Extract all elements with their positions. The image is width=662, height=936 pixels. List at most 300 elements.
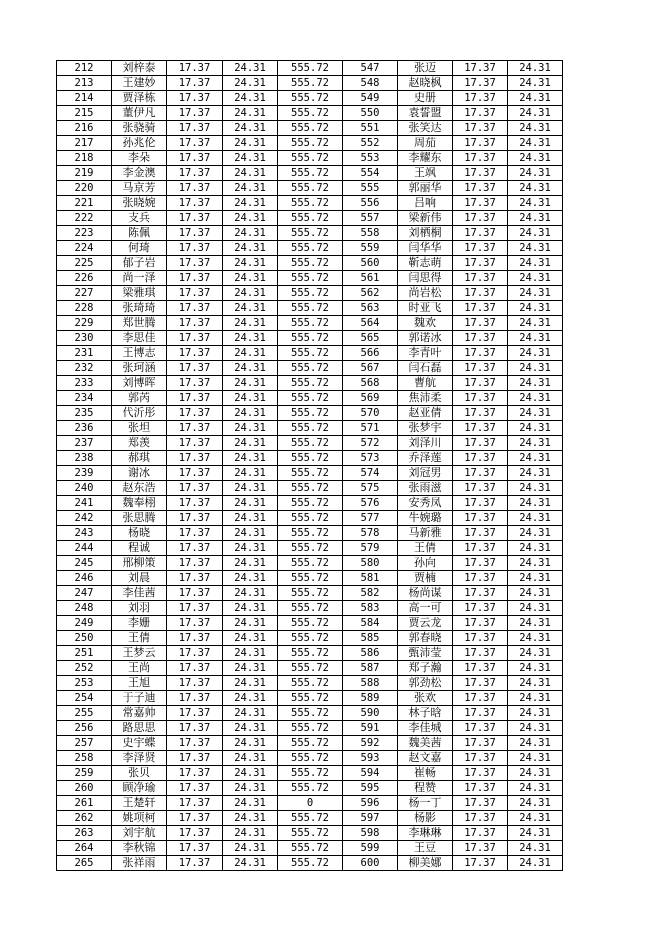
value-a-cell[interactable]: 17.37 xyxy=(453,136,508,151)
total-cell[interactable]: 555.72 xyxy=(278,811,343,826)
value-b-cell[interactable]: 24.31 xyxy=(223,136,278,151)
name-cell[interactable]: 尚岩松 xyxy=(398,286,453,301)
name-cell[interactable]: 刘泽川 xyxy=(398,436,453,451)
name-cell[interactable]: 孙向 xyxy=(398,556,453,571)
value-b-cell[interactable]: 24.31 xyxy=(223,736,278,751)
value-b-cell[interactable]: 24.31 xyxy=(508,421,563,436)
value-a-cell[interactable]: 17.37 xyxy=(167,301,223,316)
index-cell[interactable]: 220 xyxy=(57,181,112,196)
value-b-cell[interactable]: 24.31 xyxy=(508,391,563,406)
index-cell[interactable]: 565 xyxy=(343,331,398,346)
index-cell[interactable]: 570 xyxy=(343,406,398,421)
index-cell[interactable]: 256 xyxy=(57,721,112,736)
value-b-cell[interactable]: 24.31 xyxy=(223,466,278,481)
value-b-cell[interactable]: 24.31 xyxy=(223,61,278,76)
index-cell[interactable]: 263 xyxy=(57,826,112,841)
value-b-cell[interactable]: 24.31 xyxy=(508,196,563,211)
index-cell[interactable]: 228 xyxy=(57,301,112,316)
index-cell[interactable]: 265 xyxy=(57,856,112,871)
name-cell[interactable]: 李琳琳 xyxy=(398,826,453,841)
value-b-cell[interactable]: 24.31 xyxy=(223,661,278,676)
value-b-cell[interactable]: 24.31 xyxy=(223,586,278,601)
index-cell[interactable]: 551 xyxy=(343,121,398,136)
index-cell[interactable]: 230 xyxy=(57,331,112,346)
name-cell[interactable]: 董伊凡 xyxy=(112,106,167,121)
total-cell[interactable]: 555.72 xyxy=(278,571,343,586)
name-cell[interactable]: 闫华华 xyxy=(398,241,453,256)
value-a-cell[interactable]: 17.37 xyxy=(453,226,508,241)
total-cell[interactable]: 555.72 xyxy=(278,151,343,166)
index-cell[interactable]: 258 xyxy=(57,751,112,766)
total-cell[interactable]: 555.72 xyxy=(278,541,343,556)
index-cell[interactable]: 260 xyxy=(57,781,112,796)
name-cell[interactable]: 刘冠男 xyxy=(398,466,453,481)
value-a-cell[interactable]: 17.37 xyxy=(167,121,223,136)
total-cell[interactable]: 555.72 xyxy=(278,616,343,631)
total-cell[interactable]: 555.72 xyxy=(278,751,343,766)
name-cell[interactable]: 吕响 xyxy=(398,196,453,211)
value-a-cell[interactable]: 17.37 xyxy=(167,841,223,856)
value-a-cell[interactable]: 17.37 xyxy=(453,331,508,346)
value-a-cell[interactable]: 17.37 xyxy=(453,826,508,841)
index-cell[interactable]: 590 xyxy=(343,706,398,721)
name-cell[interactable]: 柳美娜 xyxy=(398,856,453,871)
value-a-cell[interactable]: 17.37 xyxy=(167,451,223,466)
value-a-cell[interactable]: 17.37 xyxy=(167,691,223,706)
value-b-cell[interactable]: 24.31 xyxy=(223,346,278,361)
name-cell[interactable]: 顾净瑜 xyxy=(112,781,167,796)
index-cell[interactable]: 548 xyxy=(343,76,398,91)
total-cell[interactable]: 555.72 xyxy=(278,736,343,751)
name-cell[interactable]: 刘博晖 xyxy=(112,376,167,391)
name-cell[interactable]: 史宇蝶 xyxy=(112,736,167,751)
value-b-cell[interactable]: 24.31 xyxy=(508,301,563,316)
value-a-cell[interactable]: 17.37 xyxy=(453,586,508,601)
name-cell[interactable]: 王旭 xyxy=(112,676,167,691)
index-cell[interactable]: 213 xyxy=(57,76,112,91)
name-cell[interactable]: 刘梓泰 xyxy=(112,61,167,76)
value-b-cell[interactable]: 24.31 xyxy=(223,631,278,646)
name-cell[interactable]: 张迈 xyxy=(398,61,453,76)
name-cell[interactable]: 赵亚倩 xyxy=(398,406,453,421)
value-b-cell[interactable]: 24.31 xyxy=(223,166,278,181)
total-cell[interactable]: 555.72 xyxy=(278,61,343,76)
value-b-cell[interactable]: 24.31 xyxy=(508,811,563,826)
value-a-cell[interactable]: 17.37 xyxy=(453,436,508,451)
value-b-cell[interactable]: 24.31 xyxy=(223,511,278,526)
value-b-cell[interactable]: 24.31 xyxy=(508,676,563,691)
total-cell[interactable]: 555.72 xyxy=(278,631,343,646)
name-cell[interactable]: 郭春晓 xyxy=(398,631,453,646)
name-cell[interactable]: 刘晨 xyxy=(112,571,167,586)
value-a-cell[interactable]: 17.37 xyxy=(453,496,508,511)
index-cell[interactable]: 564 xyxy=(343,316,398,331)
index-cell[interactable]: 599 xyxy=(343,841,398,856)
name-cell[interactable]: 孙兆伦 xyxy=(112,136,167,151)
total-cell[interactable]: 555.72 xyxy=(278,91,343,106)
value-b-cell[interactable]: 24.31 xyxy=(223,181,278,196)
index-cell[interactable]: 264 xyxy=(57,841,112,856)
name-cell[interactable]: 郭劲松 xyxy=(398,676,453,691)
total-cell[interactable]: 555.72 xyxy=(278,286,343,301)
name-cell[interactable]: 张珂涵 xyxy=(112,361,167,376)
index-cell[interactable]: 224 xyxy=(57,241,112,256)
value-a-cell[interactable]: 17.37 xyxy=(453,691,508,706)
total-cell[interactable]: 555.72 xyxy=(278,841,343,856)
total-cell[interactable]: 555.72 xyxy=(278,76,343,91)
total-cell[interactable]: 555.72 xyxy=(278,406,343,421)
value-b-cell[interactable]: 24.31 xyxy=(508,541,563,556)
index-cell[interactable]: 244 xyxy=(57,541,112,556)
index-cell[interactable]: 237 xyxy=(57,436,112,451)
value-a-cell[interactable]: 17.37 xyxy=(453,541,508,556)
total-cell[interactable]: 555.72 xyxy=(278,256,343,271)
index-cell[interactable]: 257 xyxy=(57,736,112,751)
name-cell[interactable]: 郁子岩 xyxy=(112,256,167,271)
index-cell[interactable]: 595 xyxy=(343,781,398,796)
name-cell[interactable]: 郑世腾 xyxy=(112,316,167,331)
name-cell[interactable]: 高一可 xyxy=(398,601,453,616)
value-b-cell[interactable]: 24.31 xyxy=(508,661,563,676)
name-cell[interactable]: 王建妙 xyxy=(112,76,167,91)
value-b-cell[interactable]: 24.31 xyxy=(508,511,563,526)
value-b-cell[interactable]: 24.31 xyxy=(508,571,563,586)
value-a-cell[interactable]: 17.37 xyxy=(453,646,508,661)
value-b-cell[interactable]: 24.31 xyxy=(223,361,278,376)
index-cell[interactable]: 232 xyxy=(57,361,112,376)
name-cell[interactable]: 何琦 xyxy=(112,241,167,256)
value-b-cell[interactable]: 24.31 xyxy=(223,826,278,841)
total-cell[interactable]: 555.72 xyxy=(278,706,343,721)
index-cell[interactable]: 239 xyxy=(57,466,112,481)
value-a-cell[interactable]: 17.37 xyxy=(453,121,508,136)
value-b-cell[interactable]: 24.31 xyxy=(223,496,278,511)
value-a-cell[interactable]: 17.37 xyxy=(453,841,508,856)
name-cell[interactable]: 王豆 xyxy=(398,841,453,856)
name-cell[interactable]: 郭诺冰 xyxy=(398,331,453,346)
value-b-cell[interactable]: 24.31 xyxy=(508,316,563,331)
value-b-cell[interactable]: 24.31 xyxy=(508,736,563,751)
name-cell[interactable]: 马京芳 xyxy=(112,181,167,196)
index-cell[interactable]: 225 xyxy=(57,256,112,271)
value-b-cell[interactable]: 24.31 xyxy=(223,811,278,826)
value-b-cell[interactable]: 24.31 xyxy=(223,451,278,466)
value-a-cell[interactable]: 17.37 xyxy=(453,751,508,766)
name-cell[interactable]: 王飒 xyxy=(398,166,453,181)
index-cell[interactable]: 577 xyxy=(343,511,398,526)
value-a-cell[interactable]: 17.37 xyxy=(167,811,223,826)
value-b-cell[interactable]: 24.31 xyxy=(223,616,278,631)
index-cell[interactable]: 251 xyxy=(57,646,112,661)
value-a-cell[interactable]: 17.37 xyxy=(167,61,223,76)
value-a-cell[interactable]: 17.37 xyxy=(167,766,223,781)
index-cell[interactable]: 586 xyxy=(343,646,398,661)
total-cell[interactable]: 555.72 xyxy=(278,676,343,691)
value-a-cell[interactable]: 17.37 xyxy=(167,631,223,646)
value-a-cell[interactable]: 17.37 xyxy=(167,271,223,286)
value-a-cell[interactable]: 17.37 xyxy=(453,811,508,826)
index-cell[interactable]: 557 xyxy=(343,211,398,226)
value-a-cell[interactable]: 17.37 xyxy=(167,166,223,181)
index-cell[interactable]: 587 xyxy=(343,661,398,676)
value-a-cell[interactable]: 17.37 xyxy=(453,526,508,541)
name-cell[interactable]: 王梦云 xyxy=(112,646,167,661)
name-cell[interactable]: 闫石磊 xyxy=(398,361,453,376)
name-cell[interactable]: 李朵 xyxy=(112,151,167,166)
index-cell[interactable]: 562 xyxy=(343,286,398,301)
value-b-cell[interactable]: 24.31 xyxy=(223,766,278,781)
value-a-cell[interactable]: 17.37 xyxy=(167,331,223,346)
index-cell[interactable]: 255 xyxy=(57,706,112,721)
index-cell[interactable]: 221 xyxy=(57,196,112,211)
value-a-cell[interactable]: 17.37 xyxy=(167,646,223,661)
name-cell[interactable]: 程赞 xyxy=(398,781,453,796)
value-a-cell[interactable]: 17.37 xyxy=(167,661,223,676)
index-cell[interactable]: 559 xyxy=(343,241,398,256)
total-cell[interactable]: 555.72 xyxy=(278,721,343,736)
name-cell[interactable]: 梁新伟 xyxy=(398,211,453,226)
index-cell[interactable]: 243 xyxy=(57,526,112,541)
value-a-cell[interactable]: 17.37 xyxy=(453,196,508,211)
name-cell[interactable]: 王尚 xyxy=(112,661,167,676)
name-cell[interactable]: 程诚 xyxy=(112,541,167,556)
name-cell[interactable]: 陈佩 xyxy=(112,226,167,241)
value-b-cell[interactable]: 24.31 xyxy=(223,556,278,571)
index-cell[interactable]: 567 xyxy=(343,361,398,376)
total-cell[interactable]: 555.72 xyxy=(278,856,343,871)
value-a-cell[interactable]: 17.37 xyxy=(453,466,508,481)
name-cell[interactable]: 乔泽莲 xyxy=(398,451,453,466)
total-cell[interactable]: 555.72 xyxy=(278,301,343,316)
value-a-cell[interactable]: 17.37 xyxy=(453,451,508,466)
value-a-cell[interactable]: 17.37 xyxy=(453,856,508,871)
name-cell[interactable]: 郝琪 xyxy=(112,451,167,466)
name-cell[interactable]: 刘栖桐 xyxy=(398,226,453,241)
value-b-cell[interactable]: 24.31 xyxy=(508,856,563,871)
value-b-cell[interactable]: 24.31 xyxy=(508,406,563,421)
value-b-cell[interactable]: 24.31 xyxy=(508,436,563,451)
index-cell[interactable]: 218 xyxy=(57,151,112,166)
value-a-cell[interactable]: 17.37 xyxy=(453,256,508,271)
total-cell[interactable]: 555.72 xyxy=(278,586,343,601)
name-cell[interactable]: 姚项柯 xyxy=(112,811,167,826)
name-cell[interactable]: 贾楠 xyxy=(398,571,453,586)
index-cell[interactable]: 235 xyxy=(57,406,112,421)
value-a-cell[interactable]: 17.37 xyxy=(167,751,223,766)
value-b-cell[interactable]: 24.31 xyxy=(508,601,563,616)
value-b-cell[interactable]: 24.31 xyxy=(508,211,563,226)
index-cell[interactable]: 594 xyxy=(343,766,398,781)
value-a-cell[interactable]: 17.37 xyxy=(167,346,223,361)
name-cell[interactable]: 张贝 xyxy=(112,766,167,781)
total-cell[interactable]: 555.72 xyxy=(278,226,343,241)
name-cell[interactable]: 郑子瀚 xyxy=(398,661,453,676)
value-b-cell[interactable]: 24.31 xyxy=(223,226,278,241)
name-cell[interactable]: 曹航 xyxy=(398,376,453,391)
name-cell[interactable]: 牛婉璐 xyxy=(398,511,453,526)
index-cell[interactable]: 575 xyxy=(343,481,398,496)
index-cell[interactable]: 583 xyxy=(343,601,398,616)
name-cell[interactable]: 甄沛莹 xyxy=(398,646,453,661)
value-a-cell[interactable]: 17.37 xyxy=(167,526,223,541)
name-cell[interactable]: 谢冰 xyxy=(112,466,167,481)
index-cell[interactable]: 241 xyxy=(57,496,112,511)
index-cell[interactable]: 234 xyxy=(57,391,112,406)
value-a-cell[interactable]: 17.37 xyxy=(453,76,508,91)
name-cell[interactable]: 赵文嘉 xyxy=(398,751,453,766)
value-a-cell[interactable]: 17.37 xyxy=(167,76,223,91)
index-cell[interactable]: 262 xyxy=(57,811,112,826)
total-cell[interactable]: 555.72 xyxy=(278,766,343,781)
value-a-cell[interactable]: 17.37 xyxy=(167,616,223,631)
value-a-cell[interactable]: 17.37 xyxy=(167,556,223,571)
name-cell[interactable]: 李青叶 xyxy=(398,346,453,361)
total-cell[interactable]: 555.72 xyxy=(278,241,343,256)
name-cell[interactable]: 郑羡 xyxy=(112,436,167,451)
value-a-cell[interactable]: 17.37 xyxy=(453,571,508,586)
value-a-cell[interactable]: 17.37 xyxy=(453,391,508,406)
index-cell[interactable]: 216 xyxy=(57,121,112,136)
value-a-cell[interactable]: 17.37 xyxy=(167,676,223,691)
value-a-cell[interactable]: 17.37 xyxy=(167,181,223,196)
index-cell[interactable]: 223 xyxy=(57,226,112,241)
value-a-cell[interactable]: 17.37 xyxy=(167,376,223,391)
name-cell[interactable]: 林子晗 xyxy=(398,706,453,721)
index-cell[interactable]: 259 xyxy=(57,766,112,781)
value-a-cell[interactable]: 17.37 xyxy=(453,181,508,196)
name-cell[interactable]: 张骁骑 xyxy=(112,121,167,136)
value-a-cell[interactable]: 17.37 xyxy=(453,106,508,121)
value-b-cell[interactable]: 24.31 xyxy=(223,91,278,106)
index-cell[interactable]: 552 xyxy=(343,136,398,151)
value-b-cell[interactable]: 24.31 xyxy=(508,61,563,76)
value-b-cell[interactable]: 24.31 xyxy=(508,106,563,121)
index-cell[interactable]: 592 xyxy=(343,736,398,751)
value-a-cell[interactable]: 17.37 xyxy=(453,91,508,106)
total-cell[interactable]: 555.72 xyxy=(278,211,343,226)
name-cell[interactable]: 路思思 xyxy=(112,721,167,736)
index-cell[interactable]: 571 xyxy=(343,421,398,436)
index-cell[interactable]: 584 xyxy=(343,616,398,631)
index-cell[interactable]: 253 xyxy=(57,676,112,691)
index-cell[interactable]: 572 xyxy=(343,436,398,451)
name-cell[interactable]: 时亚飞 xyxy=(398,301,453,316)
value-a-cell[interactable]: 17.37 xyxy=(167,511,223,526)
value-b-cell[interactable]: 24.31 xyxy=(508,76,563,91)
total-cell[interactable]: 555.72 xyxy=(278,316,343,331)
value-a-cell[interactable]: 17.37 xyxy=(453,361,508,376)
value-a-cell[interactable]: 17.37 xyxy=(453,241,508,256)
value-b-cell[interactable]: 24.31 xyxy=(223,841,278,856)
index-cell[interactable]: 581 xyxy=(343,571,398,586)
name-cell[interactable]: 魏欢 xyxy=(398,316,453,331)
index-cell[interactable]: 582 xyxy=(343,586,398,601)
total-cell[interactable]: 555.72 xyxy=(278,661,343,676)
value-b-cell[interactable]: 24.31 xyxy=(508,631,563,646)
index-cell[interactable]: 554 xyxy=(343,166,398,181)
index-cell[interactable]: 578 xyxy=(343,526,398,541)
value-b-cell[interactable]: 24.31 xyxy=(508,616,563,631)
value-b-cell[interactable]: 24.31 xyxy=(223,196,278,211)
index-cell[interactable]: 222 xyxy=(57,211,112,226)
name-cell[interactable]: 安秀凤 xyxy=(398,496,453,511)
name-cell[interactable]: 张祥雨 xyxy=(112,856,167,871)
index-cell[interactable]: 238 xyxy=(57,451,112,466)
value-b-cell[interactable]: 24.31 xyxy=(223,271,278,286)
value-a-cell[interactable]: 17.37 xyxy=(167,736,223,751)
index-cell[interactable]: 233 xyxy=(57,376,112,391)
name-cell[interactable]: 于子迪 xyxy=(112,691,167,706)
value-b-cell[interactable]: 24.31 xyxy=(223,541,278,556)
total-cell[interactable]: 555.72 xyxy=(278,451,343,466)
value-b-cell[interactable]: 24.31 xyxy=(508,586,563,601)
value-b-cell[interactable]: 24.31 xyxy=(223,781,278,796)
value-a-cell[interactable]: 17.37 xyxy=(453,406,508,421)
name-cell[interactable]: 张晓婉 xyxy=(112,196,167,211)
index-cell[interactable]: 593 xyxy=(343,751,398,766)
total-cell[interactable]: 555.72 xyxy=(278,646,343,661)
name-cell[interactable]: 贾泽栋 xyxy=(112,91,167,106)
name-cell[interactable]: 王博志 xyxy=(112,346,167,361)
name-cell[interactable]: 张思腾 xyxy=(112,511,167,526)
value-b-cell[interactable]: 24.31 xyxy=(508,841,563,856)
index-cell[interactable]: 242 xyxy=(57,511,112,526)
value-a-cell[interactable]: 17.37 xyxy=(167,466,223,481)
index-cell[interactable]: 560 xyxy=(343,256,398,271)
name-cell[interactable]: 王楚轩 xyxy=(112,796,167,811)
index-cell[interactable]: 246 xyxy=(57,571,112,586)
name-cell[interactable]: 马新雅 xyxy=(398,526,453,541)
value-a-cell[interactable]: 17.37 xyxy=(453,271,508,286)
index-cell[interactable]: 585 xyxy=(343,631,398,646)
value-a-cell[interactable]: 17.37 xyxy=(453,346,508,361)
total-cell[interactable]: 555.72 xyxy=(278,196,343,211)
value-a-cell[interactable]: 17.37 xyxy=(167,856,223,871)
name-cell[interactable]: 刘羽 xyxy=(112,601,167,616)
value-a-cell[interactable]: 17.37 xyxy=(167,196,223,211)
value-b-cell[interactable]: 24.31 xyxy=(223,691,278,706)
name-cell[interactable]: 杨尚谋 xyxy=(398,586,453,601)
index-cell[interactable]: 569 xyxy=(343,391,398,406)
value-a-cell[interactable]: 17.37 xyxy=(453,676,508,691)
name-cell[interactable]: 郭丽华 xyxy=(398,181,453,196)
value-a-cell[interactable]: 17.37 xyxy=(167,601,223,616)
total-cell[interactable]: 555.72 xyxy=(278,526,343,541)
total-cell[interactable]: 555.72 xyxy=(278,781,343,796)
value-a-cell[interactable]: 17.37 xyxy=(453,61,508,76)
value-a-cell[interactable]: 17.37 xyxy=(453,511,508,526)
index-cell[interactable]: 579 xyxy=(343,541,398,556)
value-b-cell[interactable]: 24.31 xyxy=(508,121,563,136)
index-cell[interactable]: 227 xyxy=(57,286,112,301)
value-b-cell[interactable]: 24.31 xyxy=(508,526,563,541)
value-b-cell[interactable]: 24.31 xyxy=(223,256,278,271)
value-b-cell[interactable]: 24.31 xyxy=(508,721,563,736)
index-cell[interactable]: 580 xyxy=(343,556,398,571)
index-cell[interactable]: 248 xyxy=(57,601,112,616)
value-a-cell[interactable]: 17.37 xyxy=(453,316,508,331)
total-cell[interactable]: 555.72 xyxy=(278,556,343,571)
value-a-cell[interactable]: 17.37 xyxy=(167,211,223,226)
value-b-cell[interactable]: 24.31 xyxy=(223,331,278,346)
value-b-cell[interactable]: 24.31 xyxy=(508,556,563,571)
value-a-cell[interactable]: 17.37 xyxy=(167,571,223,586)
name-cell[interactable]: 李金澳 xyxy=(112,166,167,181)
total-cell[interactable]: 555.72 xyxy=(278,511,343,526)
value-a-cell[interactable]: 17.37 xyxy=(167,391,223,406)
index-cell[interactable]: 219 xyxy=(57,166,112,181)
value-b-cell[interactable]: 24.31 xyxy=(223,211,278,226)
